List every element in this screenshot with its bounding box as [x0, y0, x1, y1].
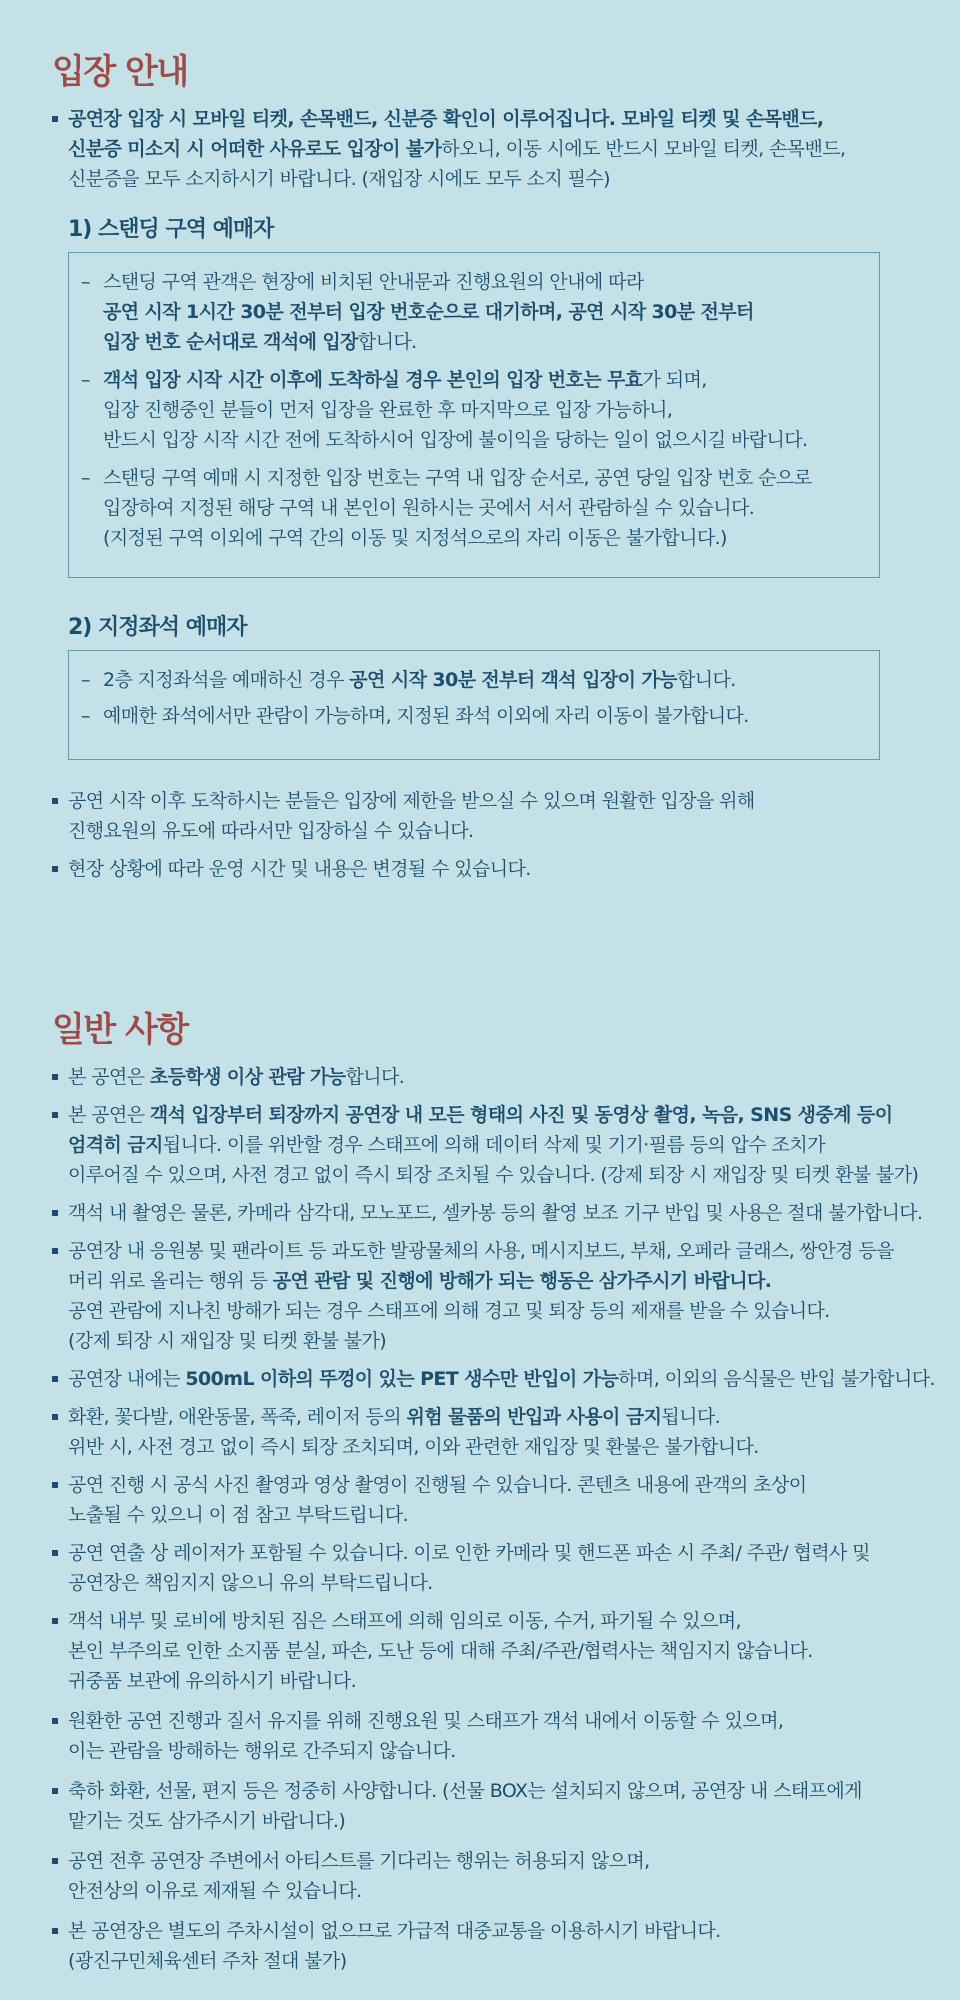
list-item: 공연 진행 시 공식 사진 촬영과 영상 촬영이 진행될 수 있습니다. 콘텐츠 내용에 관객의 초상이 노출될 수 있으니 이 점 참고 부탁드립니다.: [52, 1470, 932, 1530]
list-item: 객석 내 촬영은 물론, 카메라 삼각대, 모노포드, 셀카봉 등의 촬영 보조 기구 반입 및 사용은 절대 불가합니다.: [52, 1198, 932, 1228]
entry-intro-line3: 신분증을 모두 소지하시기 바랍니다. (재입장 시에도 모두 소지 필수): [68, 168, 610, 190]
general-section-title: 일반 사항: [52, 1010, 188, 1050]
standing-info-box: [68, 252, 880, 578]
list-item: – 예매한 좌석에서만 관람이 가능하며, 지정된 좌석 이외에 자리 이동이 불가합니다.: [69, 701, 879, 731]
general-list: [52, 1062, 935, 1984]
list-item: 공연 연출 상 레이저가 포함될 수 있습니다. 이로 인한 카메라 및 핸드폰 파손 시 주최/ 주관/ 협력사 및 공연장은 책임지지 않으니 유의 부탁드립니다.: [52, 1538, 932, 1598]
entry-section-title: 입장 안내: [52, 52, 188, 92]
list-item: – 객석 입장 시작 시간 이후에 도착하실 경우 본인의 입장 번호는 무효가 되며, 입장 진행중인 분들이 먼저 입장을 완료한 후 마지막으로 입장 가능하니, 반드시 입장 시작 시간 전에 도착하시어 입장에 불이익을 당하는 일이 없으시길 바랍니다.: [69, 365, 879, 455]
list-item: 공연 시작 이후 도착하시는 분들은 입장에 제한을 받으실 수 있으며 원활한 입장을 위해 진행요원의 유도에 따라서만 입장하실 수 있습니다.: [52, 786, 932, 846]
list-item: 공연 전후 공연장 주변에서 아티스트를 기다리는 행위는 허용되지 않으며, 안전상의 이유로 제재될 수 있습니다.: [52, 1846, 932, 1906]
entry-intro-list: [52, 104, 932, 194]
list-item: 원환한 공연 진행과 질서 유지를 위해 진행요원 및 스태프가 객석 내에서 이동할 수 있으며, 이는 관람을 방해하는 행위로 간주되지 않습니다.: [52, 1706, 932, 1766]
reserved-subtitle: 2) 지정좌석 예매자: [68, 615, 247, 640]
list-item: 본 공연장은 별도의 주차시설이 없으므로 가급적 대중교통을 이용하시기 바랍니다. (광진구민체육센터 주차 절대 불가): [52, 1916, 932, 1976]
list-item: 축하 화환, 선물, 편지 등은 정중히 사양합니다. (선물 BOX는 설치되지 않으며, 공연장 내 스태프에게 맡기는 것도 삼가주시기 바랍니다.): [52, 1776, 932, 1836]
entry-after-list: [52, 786, 932, 892]
reserved-info-box: [68, 650, 880, 760]
entry-intro-line1: 공연장 입장 시 모바일 티켓, 손목밴드, 신분증 확인이 이루어집니다. 모바일 티켓 및 손목밴드,: [68, 108, 824, 130]
list-item: – 2층 지정좌석을 예매하신 경우 공연 시작 30분 전부터 객석 입장이 가능합니다.: [69, 665, 879, 695]
list-item: [52, 104, 932, 194]
entry-intro-line2-bold: 신분증 미소지 시 어떠한 사유로도 입장이 불가: [68, 138, 442, 160]
list-item: 본 공연은 초등학생 이상 관람 가능합니다.: [52, 1062, 932, 1092]
list-item: 본 공연은 객석 입장부터 퇴장까지 공연장 내 모든 형태의 사진 및 동영상 촬영, 녹음, SNS 생중계 등이 엄격히 금지됩니다. 이를 위반할 경우 스태프에 의해 데이터 삭제 및 기기·필름 등의 압수 조치가 이루어질 수 있으며, 사전 경고 없이 즉시 퇴장 조치될 수 있습니다. (강제 퇴장 시 재입장 및 티켓 환불 불가): [52, 1100, 932, 1190]
list-item: 공연장 내 응원봉 및 팬라이트 등 과도한 발광물체의 사용, 메시지보드, 부채, 오페라 글래스, 쌍안경 등을 머리 위로 올리는 행위 등 공연 관람 및 진행에 방해가 되는 행동은 삼가주시기 바랍니다. 공연 관람에 지나친 방해가 되는 경우 스태프에 의해 경고 및 퇴장 등의 제재를 받을 수 있습니다. (강제 퇴장 시 재입장 및 티켓 환불 불가): [52, 1236, 932, 1356]
list-item: 공연장 내에는 500mL 이하의 뚜껑이 있는 PET 생수만 반입이 가능하며, 이외의 음식물은 반입 불가합니다.: [52, 1364, 932, 1394]
list-item: 현장 상황에 따라 운영 시간 및 내용은 변경될 수 있습니다.: [52, 854, 932, 884]
standing-subtitle: 1) 스탠딩 구역 예매자: [68, 217, 274, 242]
list-item: – 스탠딩 구역 예매 시 지정한 입장 번호는 구역 내 입장 순서로, 공연 당일 입장 번호 순으로 입장하여 지정된 해당 구역 내 본인이 원하시는 곳에서 서서 관람하실 수 있습니다. (지정된 구역 이외에 구역 간의 이동 및 지정석으로의 자리 이동은 불가합니다.): [69, 463, 879, 553]
entry-intro-line2: 하오니, 이동 시에도 반드시 모바일 티켓, 손목밴드,: [441, 138, 846, 160]
list-item: 객석 내부 및 로비에 방치된 짐은 스태프에 의해 임의로 이동, 수거, 파기될 수 있으며, 본인 부주의로 인한 소지품 분실, 파손, 도난 등에 대해 주최/주관/협력사는 책임지지 않습니다. 귀중품 보관에 유의하시기 바랍니다.: [52, 1606, 932, 1696]
list-item: – 스탠딩 구역 관객은 현장에 비치된 안내문과 진행요원의 안내에 따라 공연 시작 1시간 30분 전부터 입장 번호순으로 대기하며, 공연 시작 30분 전부터 입장 번호 순서대로 객석에 입장합니다.: [69, 267, 879, 357]
list-item: 화환, 꽃다발, 애완동물, 폭죽, 레이저 등의 위험 물품의 반입과 사용이 금지됩니다. 위반 시, 사전 경고 없이 즉시 퇴장 조치되며, 이와 관련한 재입장 및 환불은 불가합니다.: [52, 1402, 932, 1462]
